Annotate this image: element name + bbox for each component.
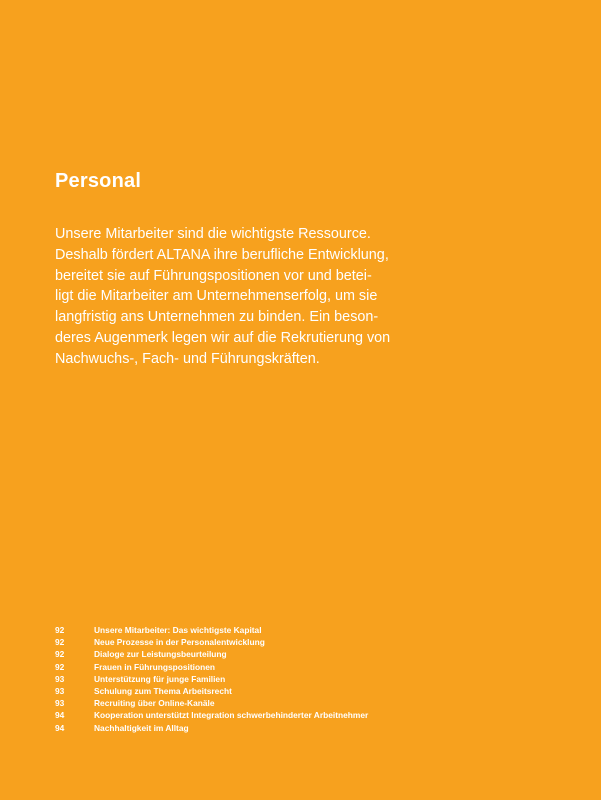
- toc-page-number: 93: [55, 698, 65, 709]
- toc-item[interactable]: [55, 624, 535, 636]
- toc-item[interactable]: [55, 722, 535, 734]
- intro-line: Deshalb fördert ALTANA ihre berufliche Entwicklung,: [55, 246, 389, 263]
- toc-title: Unsere Mitarbeiter: Das wichtigste Kapital: [94, 625, 262, 635]
- toc-page-number: 94: [55, 722, 65, 733]
- intro-line: Unsere Mitarbeiter sind die wichtigste Ressource.: [55, 226, 371, 242]
- toc-title: Frauen in Führungspositionen: [94, 661, 215, 672]
- intro-line: Nachwuchs-, Fach- und Führungskräften.: [55, 350, 320, 367]
- toc-page-number: 92: [55, 637, 65, 648]
- toc-page-number: 93: [55, 673, 65, 684]
- toc-item[interactable]: [55, 661, 535, 673]
- intro-line: ligt die Mitarbeiter am Unternehmenserfolg, um sie: [55, 288, 378, 305]
- toc-title: Schulung zum Thema Arbeitsrecht: [94, 685, 232, 696]
- section-title: Personal: [55, 170, 142, 192]
- toc-page-number: 92: [55, 625, 65, 635]
- toc-title: Neue Prozesse in der Personalentwicklung: [94, 637, 265, 648]
- toc-item[interactable]: [55, 697, 535, 709]
- toc-title: Unterstützung für junge Familien: [94, 673, 226, 684]
- table-of-contents: [55, 624, 535, 734]
- toc-item[interactable]: [55, 648, 535, 660]
- toc-item[interactable]: [55, 709, 535, 721]
- intro-line: deres Augenmerk legen wir auf die Rekrutierung von: [55, 329, 391, 346]
- toc-item[interactable]: [55, 636, 535, 648]
- intro-line: bereitet sie auf Führungspositionen vor und betei-: [55, 267, 372, 284]
- toc-page-number: 92: [55, 649, 65, 660]
- toc-title: Kooperation unterstützt Integration schwerbehinderter Arbeitnehmer: [94, 710, 369, 721]
- toc-page-number: 92: [55, 661, 65, 672]
- toc-page-number: 94: [55, 710, 65, 721]
- toc-item[interactable]: [55, 685, 535, 697]
- intro-line: langfristig ans Unternehmen zu binden. Ein beson-: [55, 309, 379, 326]
- intro-paragraph: [55, 224, 485, 370]
- toc-page-number: 93: [55, 685, 65, 696]
- toc-item[interactable]: [55, 673, 535, 685]
- toc-title: Dialoge zur Leistungsbeurteilung: [94, 649, 227, 660]
- toc-title: Nachhaltigkeit im Alltag: [94, 722, 189, 733]
- toc-title: Recruiting über Online-Kanäle: [94, 698, 215, 709]
